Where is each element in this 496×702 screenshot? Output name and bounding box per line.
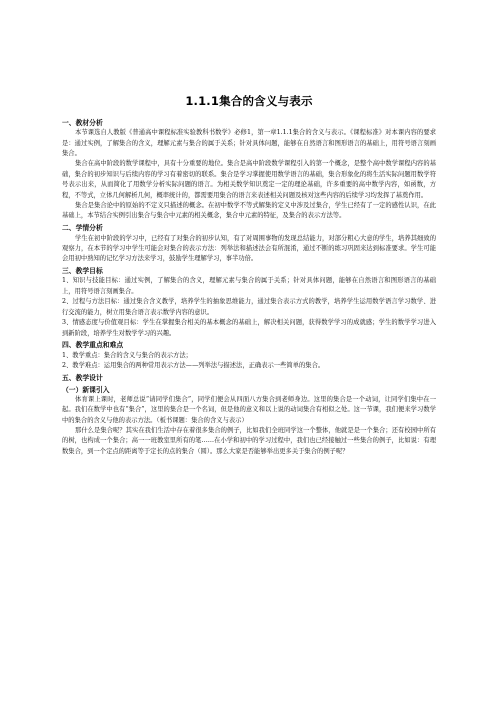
- list-item: 2、过程与方法目标：通过集合含义教学，培养学生的抽象思维能力，通过集合表示方式的教学，培养学生运用数学语言学习数学、进行交流的能力，树立用集合语言表示数学内容的意识。: [62, 298, 436, 316]
- paragraph: 那什么是集合呢？其实在我们生活中存在着很多集合的例子，比如我们全班同学这一个整体，他就是是一个集合；还有校园中所有的树，也构成一个集合；高一一班教室里所有的笔……在小学和初中的学习过程中，我们也已经接触过一些集合的例子，比如说：有理数集合，到一个定点的距离等于定长的点的集合（圆）。那么大家是否能够举出更多关于集合的例子呢？: [62, 427, 436, 455]
- section-teaching-goals: [62, 266, 436, 339]
- list-item: 1、教学重点：集合的含义与集合的表示方法；: [62, 351, 192, 359]
- section-key-points: [62, 340, 436, 371]
- section-heading: 二、学情分析: [62, 224, 103, 233]
- paragraph: 体育课上课时，老师总说“请同学们集合”，同学们便会从四面八方集合到老师身边。这里的集合是一个动词，让同学们集中在一起。我们在数学中也有“集合”，这里的集合是一个名词，但是他的意义和以上说的动词集合有相似之处。这一节课，我们便来学习数学中的集合的含义与他的表示方法。（板书课题：集合的含义与表示）: [62, 395, 436, 424]
- paragraph: 集合在高中阶段的数学课程中，具有十分重要的地位。集合是高中阶段数学课程引入的第一个概念，是整个高中数学课程内容的基础，集合的初步知识与后续内容的学习有着密切的联系。集合是学习掌握使用数学语言的基础，集合形象化的将生活实际问题用数学符号表示出来，从而简化了用数学分析实际问题的语言。为相关数学知识奠定一定的理论基础，许多重要的高中数学内容，如函数，方程，不等式，立体几何解析几何，概率统计的，都需要用集合的语言来表述相关问题及核对这些内容的后续学习均发挥了基奠作用。: [62, 160, 436, 199]
- section-textbook-analysis: [62, 118, 436, 222]
- paragraph: 集合是集合论中的原始的不定义只描述的概念。在初中数学不等式解集的定义中涉及过集合，学生已经有了一定的感性认识，在此基础上，本节结合实例引出集合与集合中元素的相关概念，集合中元素的特征，及集合的表示方法等。: [62, 202, 436, 220]
- section-student-analysis: [62, 223, 436, 264]
- section-heading: 三、教学目标: [62, 267, 103, 276]
- paragraph: 学生在初中阶段的学习中，已经有了对集合的初步认知，有了对周围事物的发现总结能力，对部分粗心大意的学生，培养其细致的观察力，在本节的学习中学生可能会对集合的表示方法：列举法和描述法会有所混淆，通过不断的练习巩固来达到标准要求。学生可能会用初中熟知的记忆学习方法来学习，鼓励学生理解学习，事半功倍。: [62, 234, 436, 263]
- section-heading: 四、教学重点和难点: [62, 341, 124, 350]
- document-body: [62, 93, 436, 457]
- section-heading: 五、教学设计: [62, 373, 103, 382]
- paragraph: 本节课选自人教版《普通高中课程标准实验教科书数学》必修1，第一章1.1.1集合的含义与表示。《课程标准》对本课内容的要求是：通过实例，了解集合的含义，理解元素与集合的属于关系；针对具体问题，能够在自然语言和图形语言的基础上，用符号语言刻画集合。: [62, 129, 436, 158]
- section-teaching-design: [62, 373, 436, 457]
- section-heading: 一、教材分析: [62, 119, 103, 127]
- document-title: 1.1.1集合的含义与表示: [185, 94, 313, 108]
- list-item: 2、教学难点：运用集合的两种常用表示方法——列举法与描述法，正确表示一些简单的集合。: [62, 362, 325, 370]
- list-item: 1、知识与技能目标：通过实例，了解集合的含义，理解元素与集合的属于关系；针对具体问题，能够在自然语言和图形语言的基础上，用符号语言刻画集合。: [62, 277, 436, 295]
- list-item: 3、情感态度与价值观目标：学生在掌握集合相关的基本概念的基础上，解决相关问题，获得数学学习的成就感；学生的数学学习进入到新阶段，培养学生对数学学习的兴趣。: [62, 319, 436, 337]
- subsection-heading: （一）新课引入: [62, 385, 110, 394]
